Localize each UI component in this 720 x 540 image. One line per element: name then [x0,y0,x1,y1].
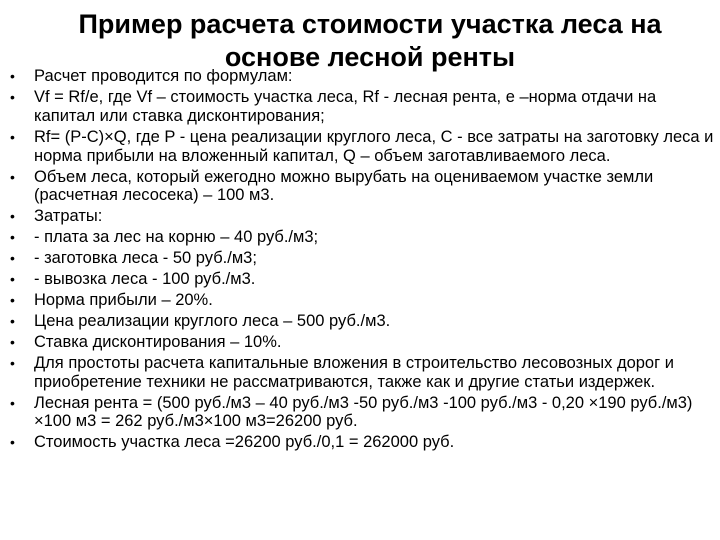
list-item [6,128,714,166]
slide-title: Пример расчета стоимости участка леса на основе лесной ренты [78,9,662,72]
list-item [6,270,714,289]
list-item [6,168,714,206]
bullet-icon: • [10,68,15,84]
list-item [6,88,714,126]
list-item [6,312,714,331]
bullet-icon: • [10,208,15,225]
list-item-text: - вывозка леса - 100 руб./м3. [34,270,256,289]
list-item-text: Стоимость участка леса =26200 руб./0,1 = 262000 руб. [34,433,455,452]
bullet-icon: • [10,354,15,371]
list-item [6,394,714,432]
bullet-icon: • [10,229,15,246]
list-item [6,333,714,352]
list-item-text: Vf = Rf/e, где Vf – стоимость участка леса, Rf - лесная рента, e –норма отдачи на капитал или ставка дисконтирования; [34,87,657,125]
list-item-text: - плата за лес на корню – 40 руб./м3; [34,228,319,247]
list-item-text: Rf= (P-C)×Q, где P - цена реализации круглого леса, C - все затраты на заготовку леса и норма прибыли на вложенный капитал, Q – объем заготавливаемого леса. [34,127,714,165]
bullet-icon: • [10,88,15,105]
list-item-text: Норма прибыли – 20%. [34,290,213,309]
list-item [6,207,714,226]
list-item [6,433,714,452]
list-item-text: Затраты: [34,207,103,226]
bullet-icon: • [10,434,15,451]
list-item-text: Цена реализации круглого леса – 500 руб./м3. [34,311,391,330]
bullet-icon: • [10,271,15,288]
list-item-text: - заготовка леса - 50 руб./м3; [34,249,257,268]
bullet-icon: • [10,291,15,308]
list-item [6,67,714,86]
list-item [6,228,714,247]
bullet-icon: • [10,250,15,267]
list-item [6,249,714,268]
list-item [6,354,714,392]
bullet-icon: • [10,394,15,411]
bullet-list [6,67,714,454]
list-item-text: Для простоты расчета капитальные вложения в строительство лесовозных дорог и приобретение техники не рассматриваются, также как и другие статьи издержек. [34,353,674,391]
list-item-text: Лесная рента = (500 руб./м3 – 40 руб./м3 -50 руб./м3 -100 руб./м3 - 0,20 ×190 руб./м3) ×100 м3 = 262 руб./м3×100 м3=26200 руб. [34,393,693,431]
list-item-text: Ставка дисконтирования – 10%. [34,332,282,351]
bullet-icon: • [10,128,15,145]
list-item-text: Расчет проводится по формулам: [34,67,293,85]
bullet-icon: • [10,312,15,329]
list-item-text: Объем леса, который ежегодно можно вырубать на оцениваемом участке земли (расчетная лесосека) – 100 м3. [34,167,654,205]
list-item [6,291,714,310]
bullet-icon: • [10,168,15,185]
bullet-icon: • [10,333,15,350]
